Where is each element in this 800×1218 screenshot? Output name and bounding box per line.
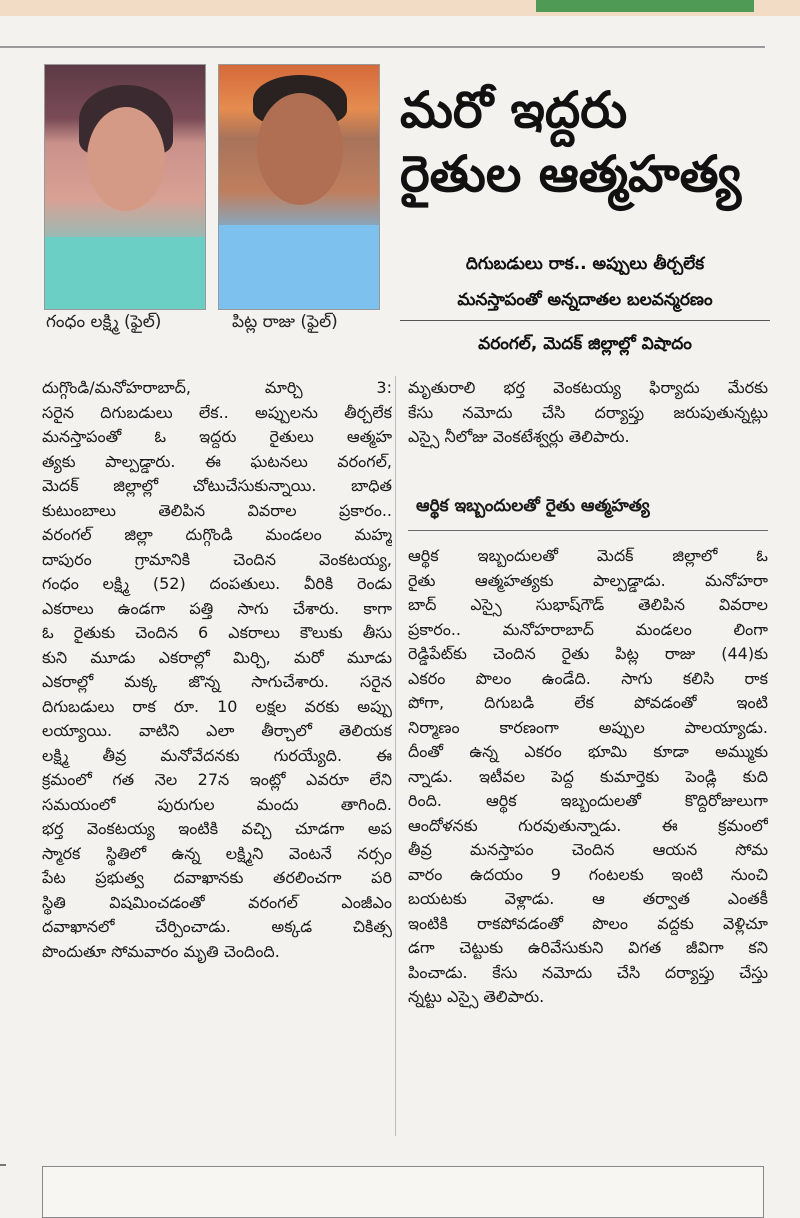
article-line: లక్ష్మి తీవ్ర మనోవేదనకు గురయ్యేది. ఈ [42,745,392,765]
photo-clothing [219,225,379,309]
article-line: రెడ్డిపేట్‌కు చెందిన రైతు పిట్ల రాజు (44)కు [408,644,768,663]
top-green-bar [536,0,754,12]
headline-line-2: రైతుల ఆత్మహత్య [400,144,742,203]
article-line: పించాడు. కేసు నమోదు చేసి దర్యాప్తు చేస్తు [408,962,768,982]
photo-pitla-raju [218,64,380,310]
article-line: దవాఖానలో చేర్పించాడు. అక్కడ చికిత్స [42,917,392,936]
article-line: న్నట్టు ఎస్సై తెలిపారు. [408,987,545,1006]
subsection-divider [408,530,768,531]
article-line: ఇంటికి రాకపోవడంతో పొలం వద్దకు వెళ్లిచూ [408,913,768,933]
article-line: నిర్మాణం కారణంగా అప్పుల పాలయ్యాడు. [408,717,768,737]
subhead-divider [400,320,770,321]
article-line: సరైన దిగుబడులు లేక.. అప్పులను తీర్చలేక [42,402,392,422]
article-line: త్యకు పాల్పడ్డారు. ఈ ఘటనలు వరంగల్, [42,451,392,471]
subhead-3: వరంగల్, మెదక్ జిల్లాల్లో విషాదం [478,334,692,354]
article-line: క్రమంలో గత నెల 27న ఇంట్లో ఎవరూ లేని [42,770,392,789]
article-line: కుని మూడు ఎకరాల్లో మిర్చి, మరో మూడు [42,647,392,667]
article-line: రింది. ఆర్థిక ఇబ్బందులతో కొద్దిరోజులుగా [408,791,768,810]
article-line: ఎకరాలు ఉండగా పత్తి సాగు చేశారు. కాగా [42,598,392,618]
article-line: ఆర్థిక ఇబ్బందులతో మెదక్ జిల్లాలో ఓ [408,546,768,565]
article-line: దాపురం గ్రామానికి చెందిన వెంకటయ్య, [42,549,392,569]
article-line: ఆందోళనకు గురవుతున్నాడు. ఈ క్రమంలో [408,815,768,835]
article-line: ఎస్సై నీలోజు వెంకటేశ్వర్లు తెలిపారు. [408,427,630,446]
article-line: దిగుబడులు రాక రూ. 10 లక్షల వరకు అప్పు [42,696,392,716]
article-column-1 [42,376,392,964]
article-line: కేసు నమోదు చేసి దర్యాప్తు జరుపుతున్నట్లు [408,402,768,422]
article-line: స్మారక స్థితిలో ఉన్న లక్ష్మిని వెంటనే నర్సం [42,843,392,863]
subsection-title: ఆర్థిక ఇబ్బందులతో రైతు ఆత్మహత్య [416,496,650,516]
article-line: ఓ రైతుకు చెందిన 6 ఎకరాలు కౌలుకు తీసు [42,623,392,642]
article-line: పొందుతూ సోమవారం మృతి చెందింది. [42,941,280,961]
top-divider [0,46,765,48]
article-line: కుటుంబాలు తెలిపిన వివరాల ప్రకారం.. [42,500,392,520]
photo-caption-1: గంధం లక్ష్మి (ఫైల్) [46,312,162,332]
article-line: లయ్యాయి. వాటిని ఎలా తీర్చాలో తెలియక [42,721,392,740]
article-line: దీంతో ఉన్న ఎకరం భూమి కూడా అమ్ముకు [408,742,768,761]
headline-line-1: మరో ఇద్దరు [400,80,628,139]
article-line: వారం ఉదయం 9 గంటలకు ఇంటి నుంచి [408,864,768,884]
article-line: దుగ్గొండి/మనోహరాబాద్, మార్చి 3: [42,378,392,397]
article-column-2-top [408,376,768,450]
article-line: డగా చెట్టుకు ఉరివేసుకుని విగత జీవిగా కని [408,938,768,957]
article-line: గంధం లక్ష్మి (52) దంపతులు. వీరికి రెండు [42,574,392,593]
article-line: పోగా, దిగుబడి లేక పోవడంతో ఇంటి [408,693,768,712]
photo-gandham-lakshmi [44,64,206,310]
headline [400,78,770,206]
article-line: ఎకరం పొలం ఉండేది. సాగు కలిసి రాక [408,668,768,688]
article-column-2-bottom [408,544,768,1010]
article-line: న్నాడు. ఇటీవల పెద్ద కుమార్తెకు పెండ్లి కుది [408,766,768,786]
article-line: పేట ప్రభుత్వ దవాఖానకు తరలించగా పరి [42,868,392,887]
article-line: వరంగల్ జిల్లా దుగ్గొండి మండలం మహ్మ [42,525,392,544]
article-line: మెదక్ జిల్లాల్లో చోటుచేసుకున్నాయి. బాధిత [42,476,392,495]
article-line: ప్రకారం.. మనోహరాబాద్ మండలం లింగా [408,619,768,639]
article-line: తీవ్ర మనస్తాపం చెందిన ఆయన సోమ [408,840,768,859]
article-line: రైతు ఆత్మహత్యకు పాల్పడ్డాడు. మనోహరా [408,570,768,590]
article-line: మనస్తాపంతో ఓ ఇద్దరు రైతులు ఆత్మహ [42,427,392,446]
margin-mark [0,1164,6,1166]
article-line: మృతురాలి భర్త వెంకటయ్య ఫిర్యాదు మేరకు [408,378,768,397]
article-line: సమయంలో పురుగుల మందు తాగింది. [42,794,392,814]
article-line: స్థితి విషమించడంతో వరంగల్ ఎంజీఎం [42,892,392,912]
photo-face [257,93,343,205]
photo-caption-2: పిట్ల రాజు (ఫైల్) [232,312,338,332]
article-line: భర్త వెంకటయ్య ఇంటికి వచ్చి చూడగా అప [42,819,392,838]
article-line: బయటకు వెళ్లాడు. ఆ తర్వాత ఎంతకీ [408,889,768,908]
bottom-box [42,1166,764,1218]
article-line: ఎకరాల్లో మక్క జొన్న సాగుచేశారు. సరైన [42,672,392,691]
photo-clothing [45,237,205,309]
subhead-1: దిగుబడులు రాక.. అప్పులు తీర్చలేక [465,254,705,274]
article-line: బాద్ ఎస్సై సుభాష్‌గౌడ్ తెలిపిన వివరాల [408,595,768,614]
subhead-2: మనస్తాపంతో అన్నదాతల బలవన్మరణం [457,290,713,310]
column-divider [395,376,396,1136]
photo-face [87,107,165,211]
